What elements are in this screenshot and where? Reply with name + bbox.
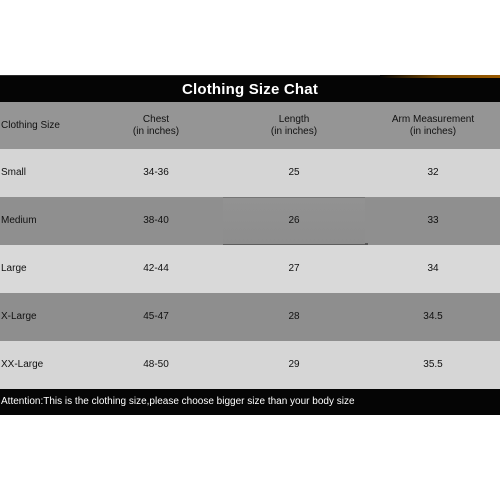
title-accent-stripe bbox=[380, 75, 500, 78]
chart-title: Clothing Size Chat bbox=[0, 75, 500, 103]
arm-cell: 34.5 bbox=[423, 311, 443, 322]
table-header-row bbox=[0, 102, 500, 149]
chest-cell: 48-50 bbox=[143, 359, 169, 370]
length-cell: 25 bbox=[288, 167, 300, 178]
size-cell: Medium bbox=[1, 215, 37, 226]
header-length: Length (in inches) bbox=[270, 113, 318, 137]
arm-cell: 35.5 bbox=[423, 359, 443, 370]
header-clothing-size: Clothing Size bbox=[1, 119, 60, 131]
table-row-x-large bbox=[0, 293, 500, 341]
header-arm-measurement: Arm Measurement (in inches) bbox=[391, 113, 475, 137]
chest-cell: 34-36 bbox=[143, 167, 169, 178]
table-row-xx-large bbox=[0, 341, 500, 389]
table-row-medium bbox=[0, 197, 500, 245]
chest-cell: 38-40 bbox=[143, 215, 169, 226]
size-cell: XX-Large bbox=[1, 359, 44, 370]
size-chart bbox=[0, 75, 500, 415]
table-row-large bbox=[0, 245, 500, 293]
length-cell: 29 bbox=[288, 359, 300, 370]
size-cell: Large bbox=[1, 263, 27, 274]
arm-cell: 33 bbox=[427, 215, 439, 226]
chest-cell: 42-44 bbox=[143, 263, 169, 274]
arm-cell: 34 bbox=[427, 263, 439, 274]
chest-cell: 45-47 bbox=[143, 311, 169, 322]
attention-note: Attention:This is the clothing size,please choose bigger size than your body size bbox=[0, 389, 500, 415]
table-row-small bbox=[0, 149, 500, 197]
length-cell: 26 bbox=[288, 215, 300, 226]
size-cell: Small bbox=[1, 167, 27, 178]
length-cell: 28 bbox=[288, 311, 300, 322]
header-chest: Chest (in inches) bbox=[132, 113, 180, 137]
arm-cell: 32 bbox=[427, 167, 439, 178]
length-cell: 27 bbox=[288, 263, 300, 274]
size-cell: X-Large bbox=[1, 311, 37, 322]
